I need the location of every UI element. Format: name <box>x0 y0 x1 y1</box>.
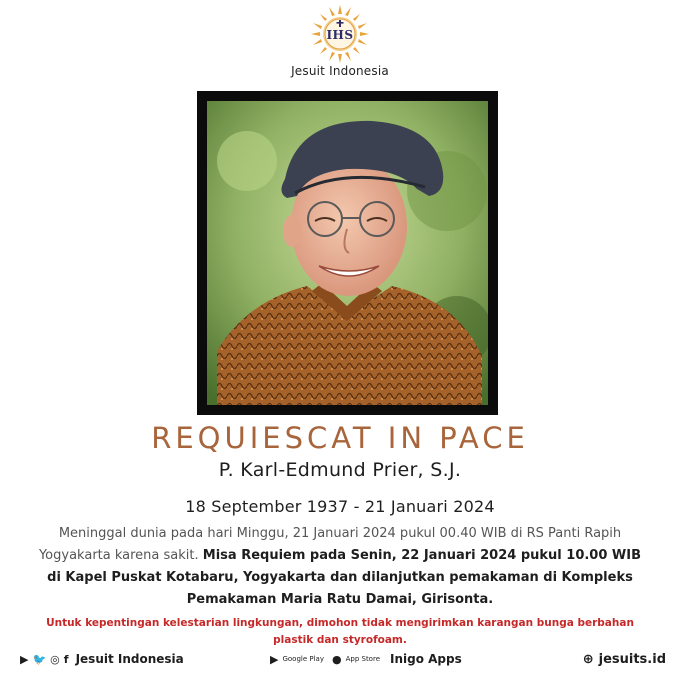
announcement-bold: Misa Requiem pada Senin, 22 Januari 2024 pukul 10.00 WIB di Kapel Puskat Kotabaru, Yogyakarta dan dilanjutkan pemakaman di Kompleks Pemakaman Maria Ratu Damai, Girisonta. <box>47 548 642 607</box>
website-link[interactable] <box>583 652 666 667</box>
globe-icon: ⊕ <box>582 652 594 667</box>
social-links <box>20 652 184 666</box>
ihs-monogram: IHS <box>326 28 354 42</box>
logo <box>0 4 680 84</box>
app-store-label[interactable]: App Store <box>345 655 380 663</box>
portrait-frame <box>197 91 498 415</box>
youtube-icon[interactable]: ▶ <box>20 652 29 666</box>
portrait-photo <box>207 101 488 405</box>
environment-notice: Untuk kepentingan kelestarian lingkungan, dimohon tidak mengirimkan karangan bunga berbahan plastik dan styrofoam. <box>46 617 634 646</box>
org-name: Jesuit Indonesia <box>291 64 389 78</box>
social-label: Jesuit Indonesia <box>75 652 184 666</box>
footer <box>0 652 680 674</box>
google-play-icon[interactable]: ▶ <box>270 652 279 666</box>
instagram-icon[interactable]: ◎ <box>50 652 60 666</box>
announcement-text <box>30 523 650 611</box>
facebook-icon[interactable]: f <box>63 652 69 666</box>
website-label[interactable]: jesuits.id <box>598 652 666 667</box>
twitter-icon[interactable]: 🐦 <box>32 652 47 666</box>
life-dates: 18 September 1937 - 21 Januari 2024 <box>185 497 495 516</box>
announcement-plain: Meninggal dunia pada hari Minggu, 21 Januari 2024 pukul 00.40 WIB di RS Panti Rapih Yogyakarta karena sakit. <box>38 526 622 563</box>
headline: REQUIESCAT IN PACE <box>151 421 529 455</box>
app-links <box>270 652 462 666</box>
google-play-label[interactable]: Google Play <box>282 655 324 663</box>
person-name: P. Karl-Edmund Prier, S.J. <box>218 459 462 481</box>
app-label: Inigo Apps <box>390 652 462 666</box>
apple-icon[interactable]: ● <box>331 652 342 666</box>
